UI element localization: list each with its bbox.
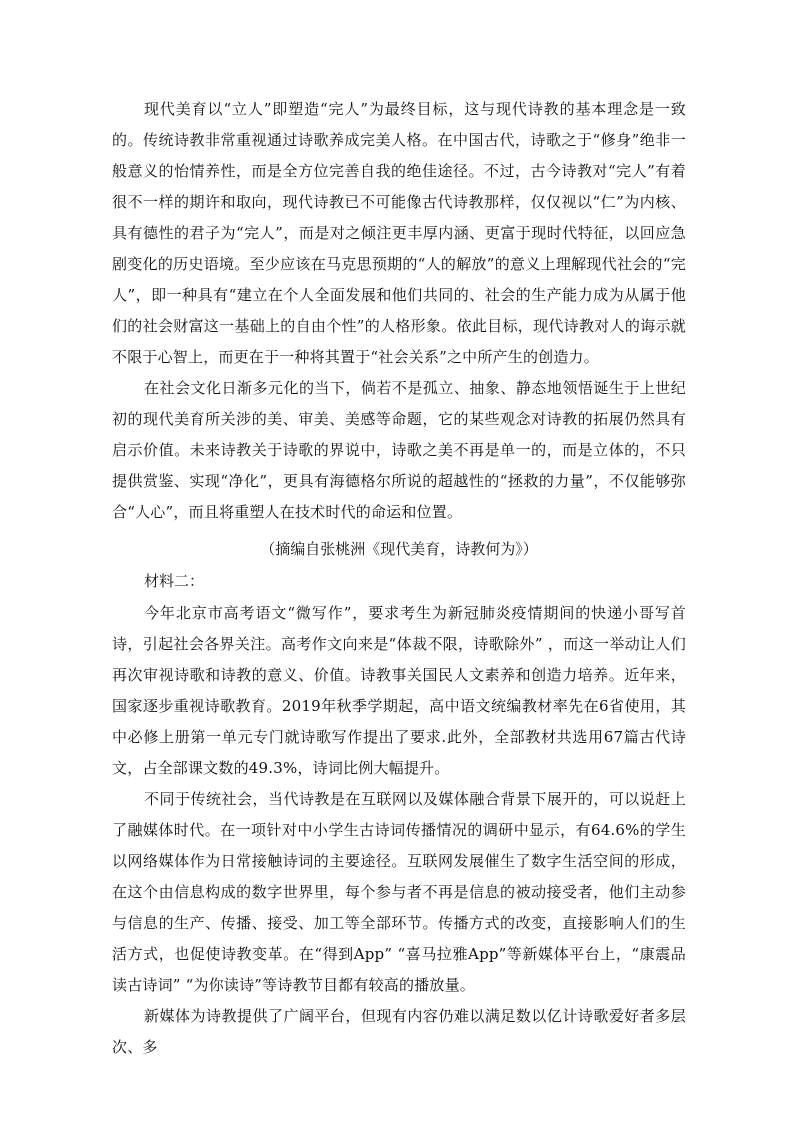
citation: （摘编自张桃洲《现代美育，诗教何为》） [260,540,538,558]
material-label: 材料二： [144,572,205,590]
paragraph: 今年北京市高考语文“微写作”，要求考生为新冠肺炎疫情期间的快递小哥写首诗，引起社会各界关注。高考作文向来是“体裁不限，诗歌除外” ，而这一举动让人们再次审视诗歌和诗教的意义、价值。诗教事关国民人文素养和创造力培养。近年来，国家逐步重视诗歌教育。2019年秋季学期起，高中语文统编教材率先在6省使用，其中必修上册第一单元专门就诗歌写作提出了要求.此外，全部教材共选用67篇古代诗文，占全部课文数的49.3%，诗词比例大幅提升。 [112,604,686,777]
paragraph: 新媒体为诗教提供了广阔平台，但现有内容仍难以满足数以亿计诗歌爱好者多层次、多 [112,1007,686,1056]
paragraph: 在社会文化日渐多元化的当下，倘若不是孤立、抽象、静态地领悟诞生于上世纪初的现代美育所关涉的美、审美、美感等命题，它的某些观念对诗教的拓展仍然具有启示价值。未来诗教关于诗歌的界说中，诗歌之美不再是单一的，而是立体的，不只提供赏鉴、实现“净化”，更具有海德格尔所说的超越性的“拯救的力量”，不仅能够弥合“人心”，而且将重塑人在技术时代的命运和位置。 [112,379,686,521]
paragraph: 现代美育以“立人”即塑造“完人”为最终目标，这与现代诗教的基本理念是一致的。传统诗教非常重视通过诗歌养成完美人格。在中国古代，诗歌之于“修身”绝非一般意义的怡情养性，而是全方位完善自我的绝佳途径。不过，古今诗教对“完人”有着很不一样的期许和取向，现代诗教已不可能像古代诗教那样，仅仅视以“仁”为内核、具有德性的君子为“完人”，而是对之倾注更丰厚内涵、更富于现时代特征，以回应急剧变化的历史语境。至少应该在马克思预期的“人的解放”的意义上理解现代社会的“完人”，即一种具有“建立在个人全面发展和他们共同的、社会的生产能力成为从属于他们的社会财富这一基础上的自由个性”的人格形象。依此目标，现代诗教对人的诲示就不限于心智上，而更在于一种将其置于“社会关系”之中所产生的创造力。 [112,100,686,366]
paragraph: 不同于传统社会，当代诗教是在互联网以及媒体融合背景下展开的，可以说赶上了融媒体时代。在一项针对中小学生古诗词传播情况的调研中显示，有64.6%的学生以网络媒体作为日常接触诗词的主要途径。互联网发展催生了数字生活空间的形成，在这个由信息构成的数字世界里，每个参与者不再是信息的被动接受者，他们主动参与信息的生产、传播、接受、加工等全部环节。传播方式的改变，直接影响人们的生活方式，也促使诗教变革。在“得到App” “喜马拉雅App”等新媒体平台上，“康震品读古诗词” “为你读诗”等诗教节目都有较高的播放量。 [112,790,686,994]
document-page [112,94,686,1063]
